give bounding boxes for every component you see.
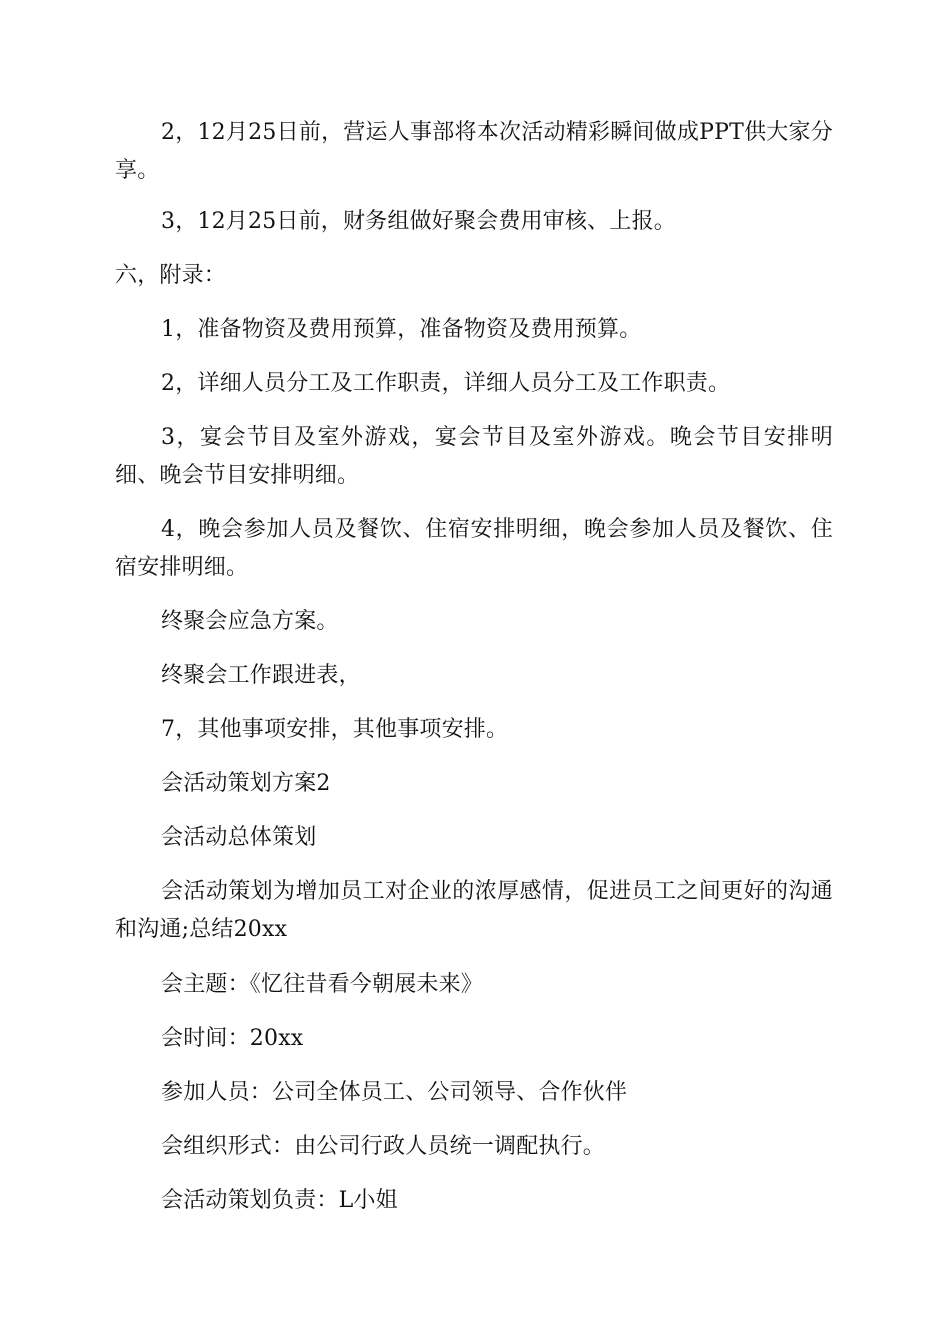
paragraph-time: 会时间：20xx [161, 1026, 304, 1051]
paragraph-plan-2-title: 会活动策划方案2 [161, 771, 331, 796]
paragraph-organization: 会组织形式：由公司行政人员统一调配执行。 [161, 1134, 606, 1159]
paragraph-ppt-sharing: 2，12月25日前，营运人事部将本次活动精彩瞬间做成PPT供大家分享。 [115, 120, 833, 183]
paragraph-theme: 会主题：《忆往昔看今朝展未来》 [161, 972, 484, 997]
paragraph-finance-audit: 3，12月25日前，财务组做好聚会费用审核、上报。 [161, 209, 676, 234]
paragraph-materials-budget: 1，准备物资及费用预算，准备物资及费用预算。 [161, 317, 642, 342]
paragraph-emergency-plan: 终聚会应急方案。 [161, 609, 339, 634]
paragraph-other-matters: 7，其他事项安排，其他事项安排。 [161, 717, 509, 742]
paragraph-staff-duties: 2，详细人员分工及工作职责，详细人员分工及工作职责。 [161, 371, 731, 396]
paragraph-plan-purpose: 会活动策划为增加员工对企业的浓厚感情，促进员工之间更好的沟通和沟通;总结20xx [115, 879, 833, 942]
paragraph-overall-plan: 会活动总体策划 [161, 825, 317, 850]
section-heading-appendix: 六，附录： [115, 263, 227, 288]
paragraph-program-games: 3，宴会节目及室外游戏，宴会节目及室外游戏。晚会节目安排明细、晚会节目安排明细。 [115, 425, 833, 488]
paragraph-person-in-charge: 会活动策划负责：L小姐 [161, 1188, 398, 1213]
paragraph-participants: 参加人员：公司全体员工、公司领导、合作伙伴 [161, 1080, 628, 1105]
paragraph-followup-table: 终聚会工作跟进表， [161, 663, 361, 688]
paragraph-attendees-catering: 4，晚会参加人员及餐饮、住宿安排明细，晚会参加人员及餐饮、住宿安排明细。 [115, 517, 833, 580]
